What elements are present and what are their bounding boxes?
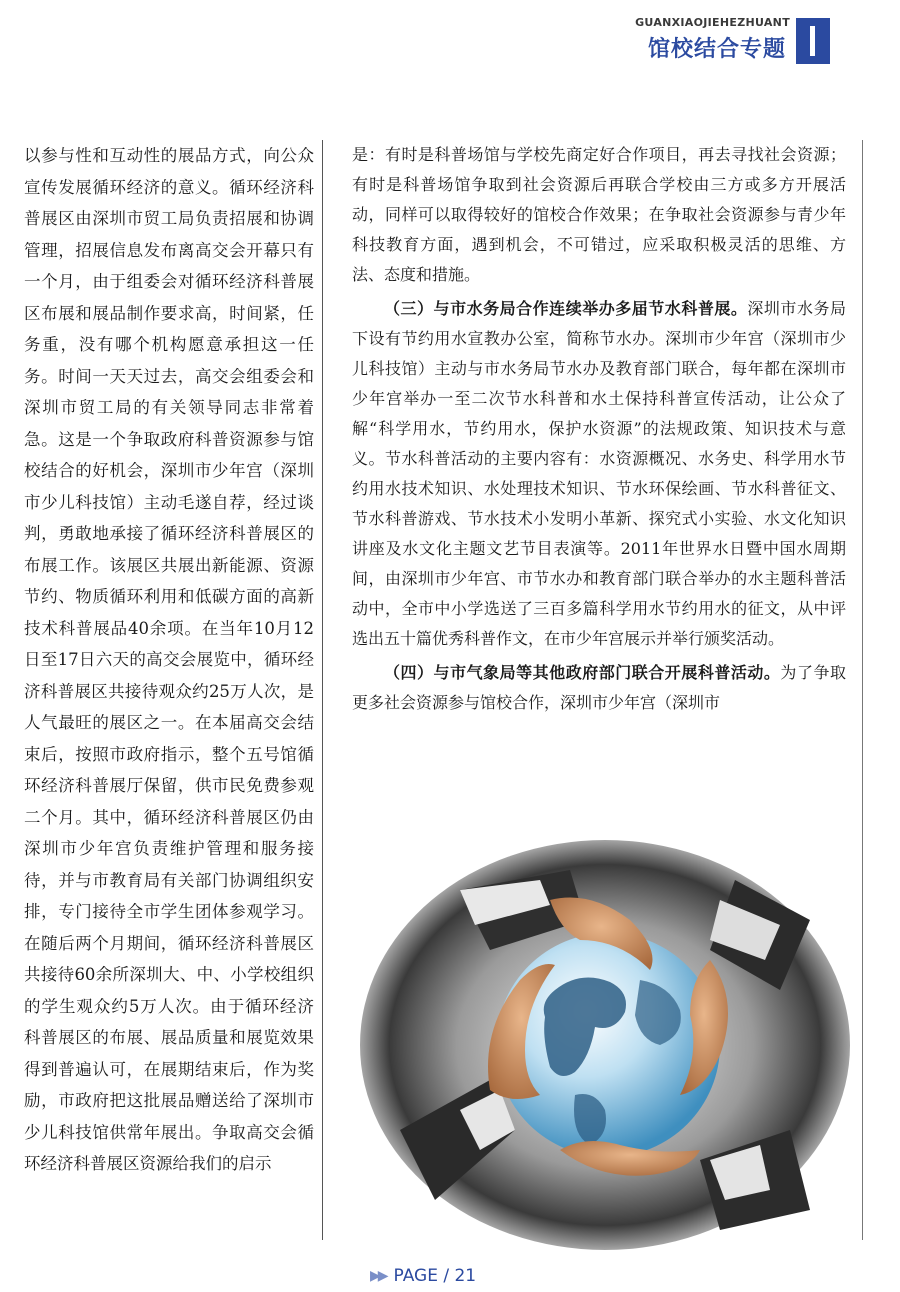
globe-hands-image: [340, 830, 860, 1260]
section-body-4: 为了争取更多社会资源参与馆校合作，深圳市少年宫（深圳市: [352, 663, 846, 712]
double-arrow-icon: ▶▶: [370, 1268, 386, 1284]
header-bar-icon: [796, 18, 830, 64]
header-pinyin: GUANXIAOJIEHEZHUANT: [635, 16, 790, 29]
column-divider: [322, 140, 323, 1240]
right-paragraph-3: [352, 658, 846, 718]
header-title: 馆校结合专题: [647, 37, 786, 62]
page-header: [590, 10, 830, 70]
page-number: PAGE / 21: [393, 1266, 477, 1286]
page-footer: [370, 1264, 476, 1288]
left-column-text: 以参与性和互动性的展品方式，向公众宣传发展循环经济的意义。循环经济科普展区由深圳市贸工局负责招展和协调管理，招展信息发布离高交会开幕只有一个月，由于组委会对循环经济科普展区布展和展品制作要求高，时间紧，任务重，没有哪个机构愿意承担这一任务。时间一天天过去，高交会组委会和深圳市贸工局的有关领导同志非常着急。这是一个争取政府科普资源参与馆校结合的好机会，深圳市少年宫（深圳市少儿科技馆）主动毛遂自荐，经过谈判，勇敢地承接了循环经济科普展区的布展工作。该展区共展出新能源、资源节约、物质循环利用和低碳方面的高新技术科普展品40余项。在当年10月12日至17日六天的高交会展览中，循环经济科普展区共接待观众约25万人次，是人气最旺的展区之一。在本届高交会结束后，按照市政府指示，整个五号馆循环经济科普展厅保留，供市民免费参观二个月。其中，循环经济科普展区仍由深圳市少年宫负责维护管理和服务接待，并与市教育局有关部门协调组织安排，专门接待全市学生团体参观学习。在随后两个月期间，循环经济科普展区共接待60余所深圳大、中、小学校组织的学生观众约5万人次。由于循环经济科普展区的布展、展品质量和展览效果得到普遍认可，在展期结束后，作为奖励，市政府把这批展品赠送给了深圳市少儿科技馆供常年展出。争取高交会循环经济科普展区资源给我们的启示: [24, 146, 314, 1173]
section-heading-4: （四）与市气象局等其他政府部门联合开展科普活动。: [384, 663, 781, 682]
globe-hands-illustration: [340, 830, 860, 1260]
right-column: [352, 140, 846, 718]
section-heading-3: （三）与市水务局合作连续举办多届节水科普展。: [384, 299, 748, 318]
right-paragraph-2: [352, 294, 846, 654]
right-edge-divider: [862, 140, 863, 1240]
left-column: [24, 140, 314, 1180]
section-body-3: 深圳市水务局下设有节约用水宣教办公室，简称节水办。深圳市少年宫（深圳市少儿科技馆）主动与市水务局节水办及教育部门联合，每年都在深圳市少年宫举办一至二次节水科普和水土保持科普宣传活动，让公众了解“科学用水，节约用水，保护水资源”的法规政策、知识技术与意义。节水科普活动的主要内容有：水资源概况、水务史、科学用水节约用水技术知识、水处理技术知识、节水环保绘画、节水科普征文、节水科普游戏、节水技术小发明小革新、探究式小实验、水文化知识讲座及水文化主题文艺节目表演等。2011年世界水日暨中国水周期间，由深圳市少年宫、市节水办和教育部门联合举办的水主题科普活动中，全市中小学选送了三百多篇科学用水节约用水的征文，从中评选出五十篇优秀科普作文，在市少年宫展示并举行颁奖活动。: [352, 299, 846, 648]
right-paragraph-1: 是：有时是科普场馆与学校先商定好合作项目，再去寻找社会资源；有时是科普场馆争取到社会资源后再联合学校由三方或多方开展活动，同样可以取得较好的馆校合作效果；在争取社会资源参与青少年科技教育方面，遇到机会，不可错过，应采取积极灵活的思维、方法、态度和措施。: [352, 145, 846, 284]
